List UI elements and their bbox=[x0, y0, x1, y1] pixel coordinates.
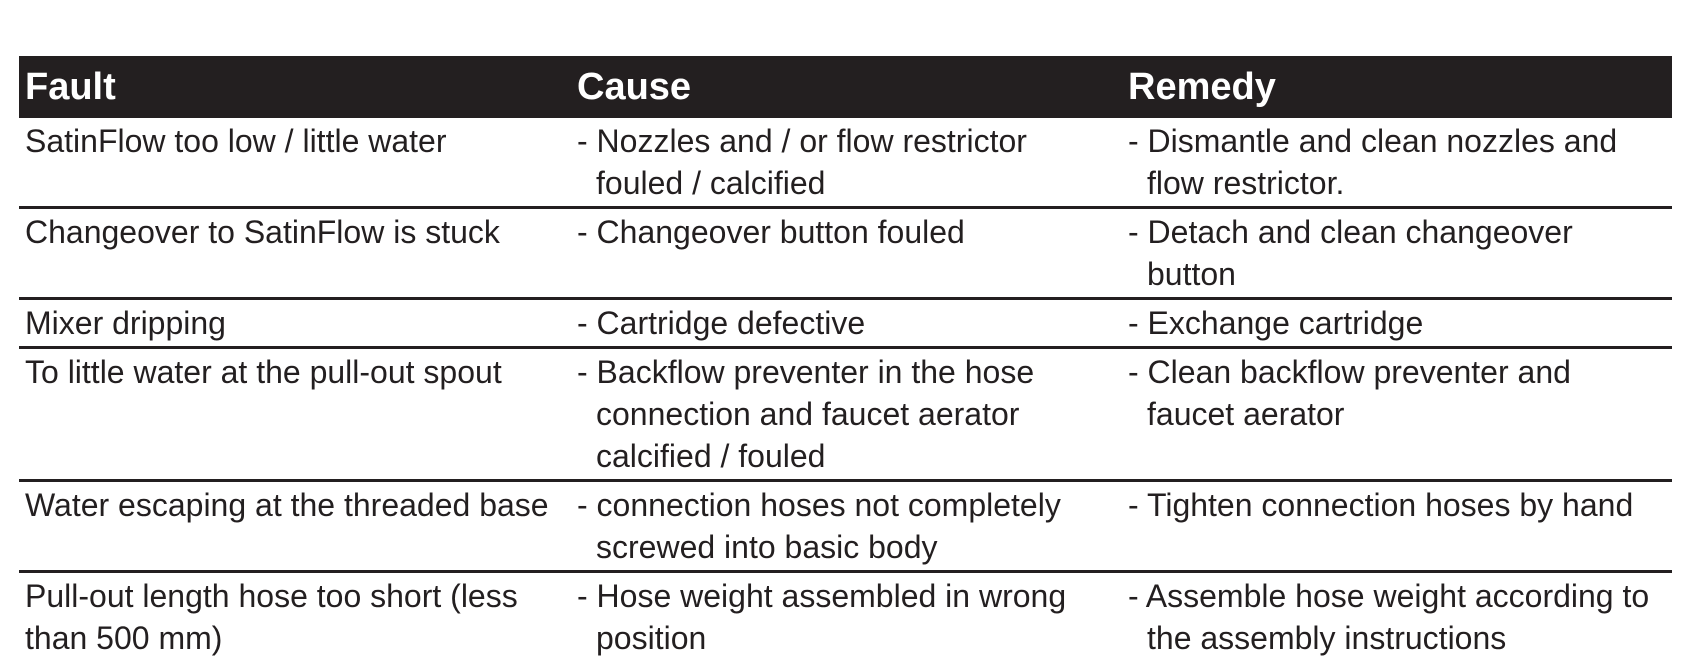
table-row bbox=[19, 118, 1672, 209]
cause-cell bbox=[571, 482, 1122, 570]
cause-cell bbox=[571, 118, 1122, 206]
table-row bbox=[19, 573, 1672, 661]
header-remedy: Remedy bbox=[1128, 66, 1276, 108]
header-cause: Cause bbox=[577, 66, 692, 108]
remedy-cell bbox=[1122, 349, 1672, 479]
cause-text: Changeover button fouled bbox=[596, 214, 965, 250]
table-row bbox=[19, 300, 1672, 349]
fault-cell: Water escaping at the threaded base bbox=[25, 487, 549, 523]
cause-text: Backflow preventer in the hose connection and faucet aerator calcified / fouled bbox=[596, 354, 1035, 474]
fault-cell: Pull-out length hose too short (less than 500 mm) bbox=[25, 578, 518, 656]
cause-cell bbox=[571, 300, 1122, 346]
cause-cell bbox=[571, 573, 1122, 661]
header-fault: Fault bbox=[25, 66, 116, 108]
remedy-text: Clean backflow preventer and faucet aerator bbox=[1147, 354, 1571, 432]
fault-cell: To little water at the pull-out spout bbox=[25, 354, 502, 390]
remedy-cell bbox=[1122, 118, 1672, 206]
cause-text: Hose weight assembled in wrong position bbox=[596, 578, 1067, 656]
cause-cell bbox=[571, 209, 1122, 297]
remedy-text: Dismantle and clean nozzles and flow restrictor. bbox=[1147, 123, 1618, 201]
cause-text: Cartridge defective bbox=[596, 305, 866, 341]
cause-text: connection hoses not completely screwed into basic body bbox=[596, 487, 1061, 565]
remedy-cell bbox=[1122, 300, 1672, 346]
remedy-cell bbox=[1122, 482, 1672, 570]
remedy-cell bbox=[1122, 573, 1672, 661]
table-row bbox=[19, 482, 1672, 573]
table-row bbox=[19, 349, 1672, 482]
troubleshooting-table bbox=[19, 56, 1672, 661]
table-row bbox=[19, 209, 1672, 300]
table-header bbox=[19, 56, 1672, 118]
remedy-text: Assemble hose weight according to the assembly instructions bbox=[1145, 578, 1650, 656]
remedy-text: Detach and clean changeover button bbox=[1147, 214, 1573, 292]
fault-cell: Mixer dripping bbox=[25, 305, 226, 341]
remedy-text: Tighten connection hoses by hand bbox=[1146, 487, 1634, 523]
fault-cell: SatinFlow too low / little water bbox=[25, 123, 447, 159]
fault-cell: Changeover to SatinFlow is stuck bbox=[25, 214, 500, 250]
cause-text: Nozzles and / or flow restrictor fouled / calcified bbox=[596, 123, 1027, 201]
remedy-text: Exchange cartridge bbox=[1147, 305, 1424, 341]
cause-cell bbox=[571, 349, 1122, 479]
remedy-cell bbox=[1122, 209, 1672, 297]
